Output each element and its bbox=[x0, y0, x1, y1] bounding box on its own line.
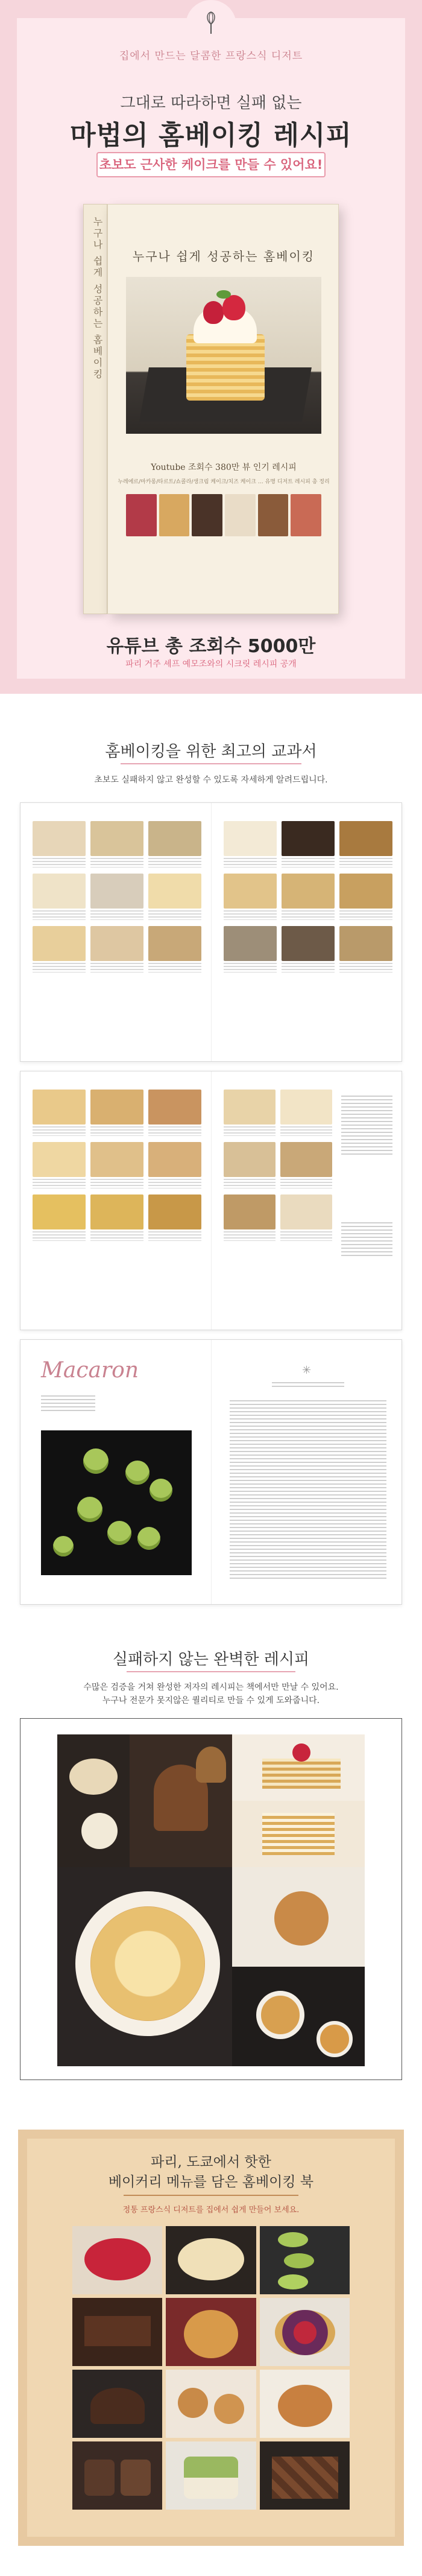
recipe-step bbox=[33, 821, 86, 868]
dessert-photo-creme-brulee bbox=[232, 1967, 365, 2066]
views-title: 유튜브 총 조회수 5000만 bbox=[106, 636, 316, 657]
recipe-step bbox=[148, 1090, 201, 1136]
macaron-image bbox=[107, 1521, 131, 1545]
recipe-step bbox=[224, 1194, 276, 1241]
recipe-step bbox=[282, 874, 335, 920]
recipe-step bbox=[148, 1142, 201, 1188]
recipe-step bbox=[90, 1194, 143, 1241]
textbook-subtitle: 초보도 실패하지 않고 완성할 수 있도록 자세하게 알려드립니다. bbox=[94, 775, 328, 785]
macaron-image bbox=[53, 1536, 74, 1556]
paris-title-line-1: 파리, 도쿄에서 핫한 bbox=[151, 2154, 271, 2170]
step-photo-grid bbox=[224, 821, 392, 972]
recipe-step bbox=[224, 821, 277, 868]
recipe-step bbox=[33, 1194, 86, 1241]
paris-dessert-grid bbox=[72, 2226, 350, 2510]
cover-band-title: Youtube 조회수 380만 뷰 인기 레시피 bbox=[151, 463, 297, 472]
cover-band-description: 누레에르/마카롱/타르트/쇼콜라/생크림 케이크/치즈 케이크 … 유명 디저트 레시피 총 정리 bbox=[118, 479, 330, 485]
mint-leaf-image bbox=[216, 290, 231, 299]
recipe-step bbox=[90, 874, 143, 920]
dessert-photo-chocolate-cake bbox=[72, 2298, 162, 2366]
macaron-image bbox=[150, 1479, 172, 1502]
dessert-photo-strawberry-pastry bbox=[232, 1801, 365, 1867]
strawberry-image bbox=[222, 295, 245, 320]
divider bbox=[124, 2195, 298, 2196]
strawberry-image bbox=[203, 301, 224, 324]
recipe-step bbox=[282, 926, 335, 972]
book-spread-macaron bbox=[20, 1339, 402, 1605]
dessert-photo-millefeuille bbox=[232, 1734, 365, 1801]
recipe-step bbox=[90, 926, 143, 972]
step-photo-grid bbox=[33, 1090, 201, 1241]
recipe-step bbox=[224, 874, 277, 920]
book-spread-1 bbox=[20, 802, 402, 1062]
textbook-title: 홈베이킹을 위한 최고의 교과서 bbox=[105, 743, 317, 761]
recipe-step bbox=[90, 1142, 143, 1188]
macaron-photo bbox=[41, 1430, 192, 1575]
step-photo-grid bbox=[33, 821, 201, 972]
recipe-step bbox=[280, 1194, 332, 1241]
cover-thumbnail bbox=[291, 494, 321, 536]
paris-subtitle: 정통 프랑스식 디저트를 집에서 쉽게 만들어 보세요. bbox=[122, 2206, 300, 2215]
cover-thumbnails bbox=[126, 494, 321, 536]
macaron-image bbox=[125, 1461, 150, 1485]
dessert-photo-chocolate-mousse bbox=[72, 2370, 162, 2438]
spread-page-right bbox=[212, 1340, 403, 1604]
dessert-photo-choux bbox=[232, 1867, 365, 1967]
hero-tagline: 집에서 만드는 달콤한 프랑스식 디저트 bbox=[119, 50, 303, 62]
spread-page-right bbox=[212, 803, 403, 1061]
recipe-text-block bbox=[272, 1382, 344, 1388]
dessert-photo-lemon-meringue-tart bbox=[57, 1867, 232, 2066]
perfect-recipe-title: 실패하지 않는 완벽한 레시피 bbox=[112, 1651, 310, 1669]
spread-page-left bbox=[20, 1340, 212, 1604]
recipe-step bbox=[148, 874, 201, 920]
divider bbox=[121, 763, 301, 764]
headline-subtitle: 그대로 따라하면 실패 없는 bbox=[120, 94, 302, 112]
dessert-collage bbox=[57, 1734, 365, 2066]
book-spread-2 bbox=[20, 1071, 402, 1330]
cover-thumbnail bbox=[126, 494, 157, 536]
dessert-photo-cream-puffs bbox=[166, 2370, 256, 2438]
spread-page-left bbox=[20, 803, 212, 1061]
cover-title: 누구나 쉽게 성공하는 홈베이킹 bbox=[132, 249, 315, 264]
recipe-step bbox=[148, 1194, 201, 1241]
dessert-photo-fruit-tart bbox=[166, 2298, 256, 2366]
divider bbox=[127, 1671, 295, 1672]
paris-title-line-2: 베이커리 메뉴를 담은 홈베이킹 북 bbox=[108, 2174, 314, 2190]
cover-thumbnail bbox=[159, 494, 190, 536]
recipe-text-block bbox=[341, 1096, 392, 1156]
dessert-photo-raspberry-cake bbox=[72, 2226, 162, 2294]
cover-thumbnail bbox=[192, 494, 222, 536]
sparkle-icon: ✳ bbox=[302, 1364, 312, 1377]
recipe-step bbox=[339, 874, 392, 920]
dessert-photo-cookies bbox=[260, 2370, 350, 2438]
views-subtitle: 파리 거주 셰프 예모조와의 시크릿 레시피 공개 bbox=[125, 659, 297, 669]
recipe-text-block bbox=[41, 1395, 95, 1413]
cover-photo bbox=[126, 277, 321, 434]
recipe-step bbox=[282, 821, 335, 868]
recipe-text-block bbox=[341, 1222, 392, 1258]
recipe-step bbox=[148, 926, 201, 972]
macaron-heading: Macaron bbox=[41, 1358, 139, 1383]
dessert-photo-berry-tart bbox=[260, 2298, 350, 2366]
dessert-photo-green-macarons bbox=[260, 2226, 350, 2294]
cover-thumbnail bbox=[225, 494, 256, 536]
dessert-photo-matcha-mousse bbox=[166, 2441, 256, 2510]
spread-page-left bbox=[20, 1071, 212, 1330]
macaron-image bbox=[137, 1527, 160, 1550]
recipe-step bbox=[339, 821, 392, 868]
recipe-text-block bbox=[230, 1400, 386, 1581]
book-cover bbox=[107, 204, 339, 614]
macaron-image bbox=[83, 1448, 109, 1474]
dessert-photo-cookies bbox=[57, 1734, 130, 1867]
whisk-icon bbox=[204, 11, 218, 35]
cover-thumbnail bbox=[258, 494, 289, 536]
recipe-step bbox=[280, 1142, 332, 1188]
recipe-step bbox=[148, 821, 201, 868]
perfect-recipe-line-1: 수많은 검증을 거쳐 완성한 저자의 레시피는 책에서만 만날 수 있어요. bbox=[83, 1683, 339, 1692]
dessert-photo-brownies bbox=[260, 2441, 350, 2510]
step-photo-grid bbox=[224, 1090, 332, 1241]
recipe-step bbox=[90, 1090, 143, 1136]
recipe-step bbox=[33, 926, 86, 972]
perfect-recipe-line-2: 누구나 전문가 못지않은 퀄리티로 만들 수 있게 도와줍니다. bbox=[102, 1696, 320, 1705]
recipe-step bbox=[33, 874, 86, 920]
spine-title: 누구나 쉽게 성공하는 홈베이킹 bbox=[92, 217, 103, 381]
headline-title: 마법의 홈베이킹 레시피 bbox=[70, 120, 352, 151]
recipe-step bbox=[224, 1142, 276, 1188]
recipe-step bbox=[33, 1142, 86, 1188]
dessert-photo-chocolate-cake bbox=[130, 1734, 232, 1867]
recipe-step bbox=[224, 1090, 276, 1136]
book-spine bbox=[83, 204, 107, 614]
macaron-image bbox=[77, 1497, 102, 1522]
dessert-photo-meringue-tart bbox=[166, 2226, 256, 2294]
recipe-step bbox=[33, 1090, 86, 1136]
millefeuille-pastry bbox=[186, 334, 265, 401]
recipe-step bbox=[339, 926, 392, 972]
dessert-photo-chocolate-cups bbox=[72, 2441, 162, 2510]
recipe-step bbox=[224, 926, 277, 972]
recipe-step bbox=[280, 1090, 332, 1136]
recipe-step bbox=[90, 821, 143, 868]
headline-pill: 초보도 근사한 케이크를 만들 수 있어요! bbox=[96, 152, 326, 177]
spread-page-right bbox=[212, 1071, 403, 1330]
